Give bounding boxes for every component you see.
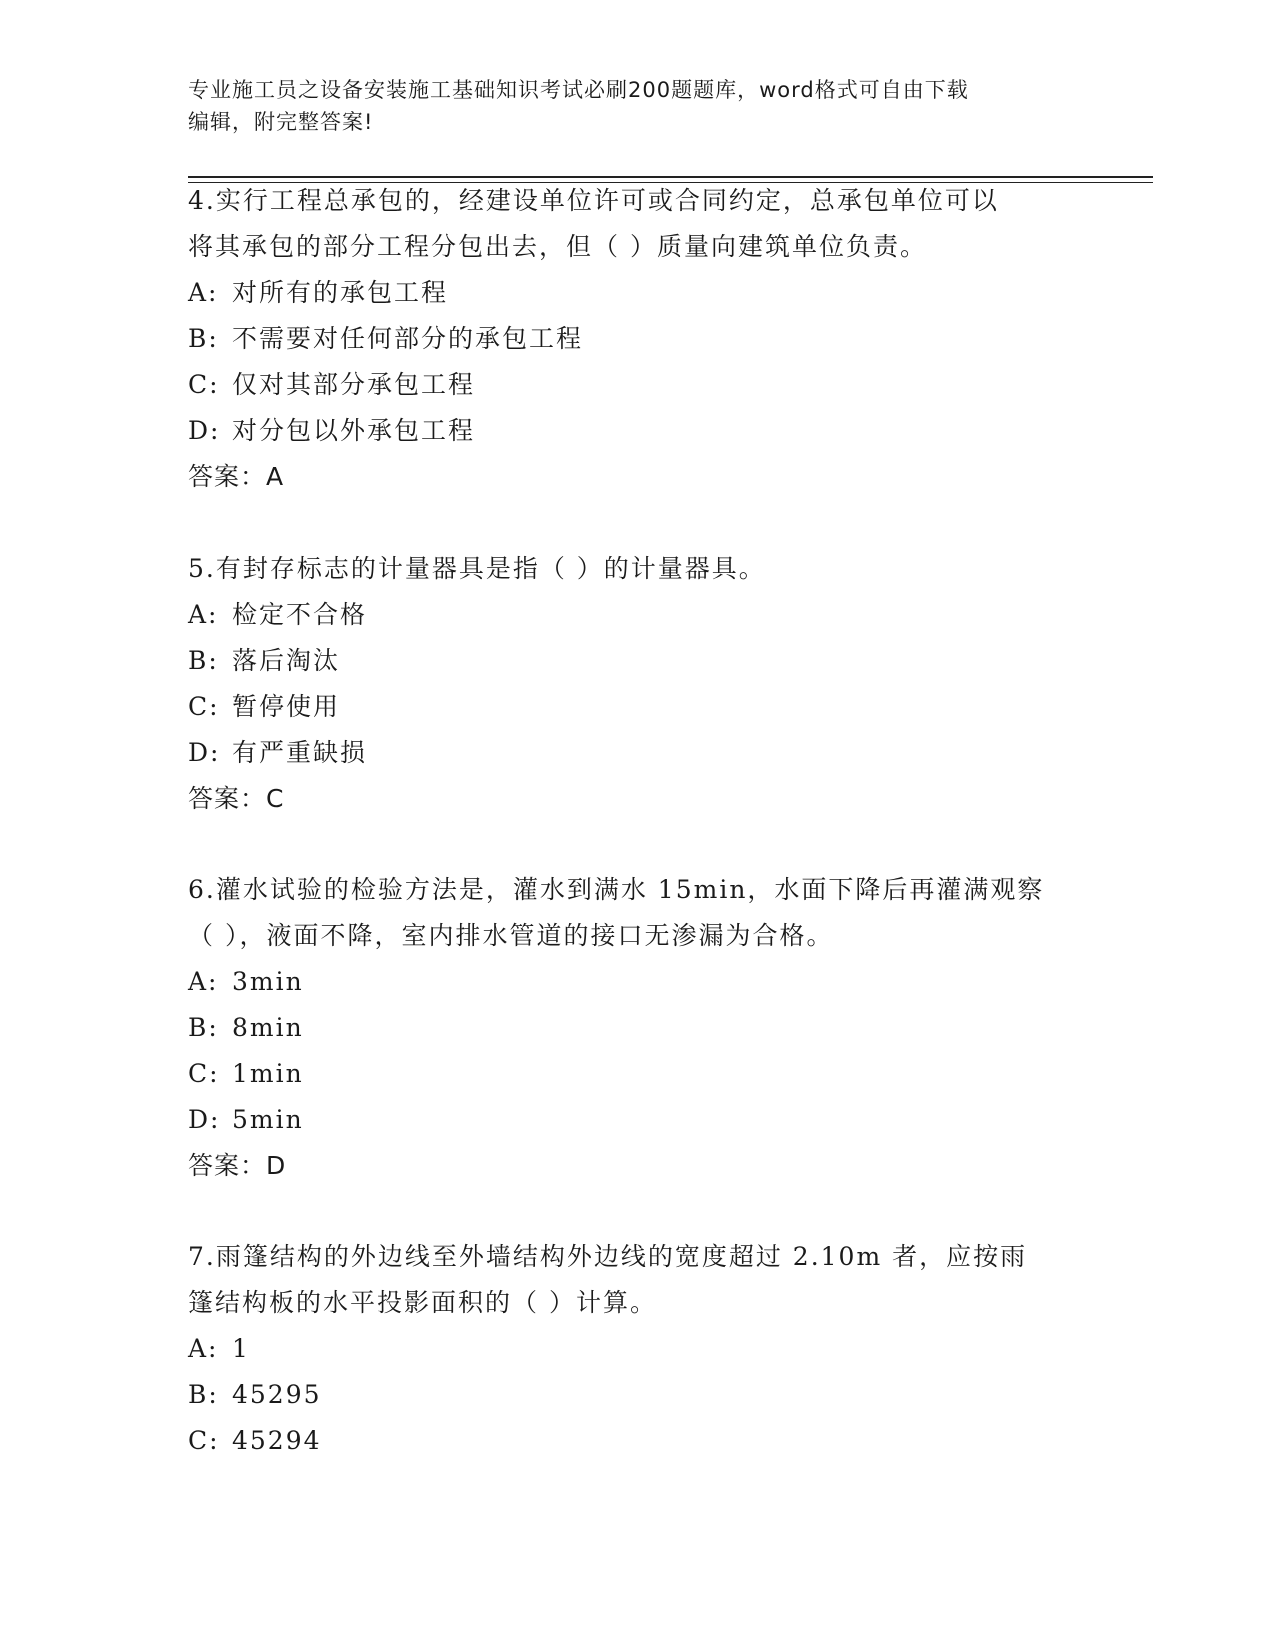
option-d: [188, 730, 1088, 776]
question-text-line: 将其承包的部分工程分包出去，但（ ）质量向建筑单位负责。: [188, 232, 927, 261]
option-letter: C:: [188, 1426, 220, 1455]
option-d: [188, 1097, 1088, 1143]
header-line-2: 编辑，附完整答案!: [188, 110, 374, 134]
option-a: [188, 270, 1088, 316]
option-letter: B:: [188, 646, 219, 675]
question-5: [188, 546, 1088, 822]
answer-line: 答案：C: [188, 784, 285, 813]
option-letter: D:: [188, 416, 221, 445]
option-text: 有严重缺损: [232, 738, 368, 767]
option-b: [188, 1005, 1088, 1051]
option-text: 对所有的承包工程: [232, 278, 449, 307]
option-text: 3min: [232, 967, 304, 996]
option-c: [188, 1418, 1088, 1464]
option-letter: A:: [188, 600, 219, 629]
question-text-line: 5.有封存标志的计量器具是指（ ）的计量器具。: [188, 554, 766, 583]
option-c: [188, 1051, 1088, 1097]
option-letter: B:: [188, 1380, 219, 1409]
option-a: [188, 592, 1088, 638]
option-a: [188, 959, 1088, 1005]
option-letter: C:: [188, 1059, 220, 1088]
option-text: 5min: [232, 1105, 304, 1134]
option-letter: C:: [188, 692, 220, 721]
option-d: [188, 408, 1088, 454]
question-text-line: 7.雨篷结构的外边线至外墙结构外边线的宽度超过 2.10m 者，应按雨: [188, 1242, 1028, 1271]
header-line-1: 专业施工员之设备安装施工基础知识考试必刷200题题库，word格式可自由下载: [188, 78, 969, 102]
option-letter: A:: [188, 278, 219, 307]
option-text: 45295: [232, 1380, 322, 1409]
option-c: [188, 362, 1088, 408]
document-header: [188, 74, 1088, 138]
answer-line: 答案：D: [188, 1151, 287, 1180]
option-a: [188, 1326, 1088, 1372]
option-letter: C:: [188, 370, 220, 399]
option-text: 落后淘汰: [232, 646, 341, 675]
option-text: 8min: [232, 1013, 304, 1042]
option-text: 暂停使用: [232, 692, 341, 721]
question-text-line: （ ），液面不降，室内排水管道的接口无渗漏为合格。: [188, 921, 834, 950]
question-text-line: 4.实行工程总承包的，经建设单位许可或合同约定，总承包单位可以: [188, 186, 999, 215]
option-text: 仅对其部分承包工程: [232, 370, 476, 399]
option-letter: B:: [188, 1013, 219, 1042]
option-letter: B:: [188, 324, 219, 353]
question-6: [188, 867, 1088, 1189]
option-text: 不需要对任何部分的承包工程: [232, 324, 584, 353]
option-b: [188, 1372, 1088, 1418]
option-letter: A:: [188, 967, 219, 996]
option-text: 1min: [232, 1059, 304, 1088]
option-letter: D:: [188, 1105, 221, 1134]
option-b: [188, 316, 1088, 362]
option-letter: D:: [188, 738, 221, 767]
option-c: [188, 684, 1088, 730]
option-text: 对分包以外承包工程: [232, 416, 476, 445]
option-text: 45294: [232, 1426, 322, 1455]
option-letter: A:: [188, 1334, 219, 1363]
answer-line: 答案：A: [188, 462, 285, 491]
question-7: [188, 1234, 1088, 1464]
option-b: [188, 638, 1088, 684]
option-text: 检定不合格: [232, 600, 368, 629]
question-text-line: 篷结构板的水平投影面积的（ ）计算。: [188, 1288, 657, 1317]
question-text-line: 6.灌水试验的检验方法是，灌水到满水 15min，水面下降后再灌满观察: [188, 875, 1045, 904]
option-text: 1: [232, 1334, 250, 1363]
question-4: [188, 178, 1088, 500]
